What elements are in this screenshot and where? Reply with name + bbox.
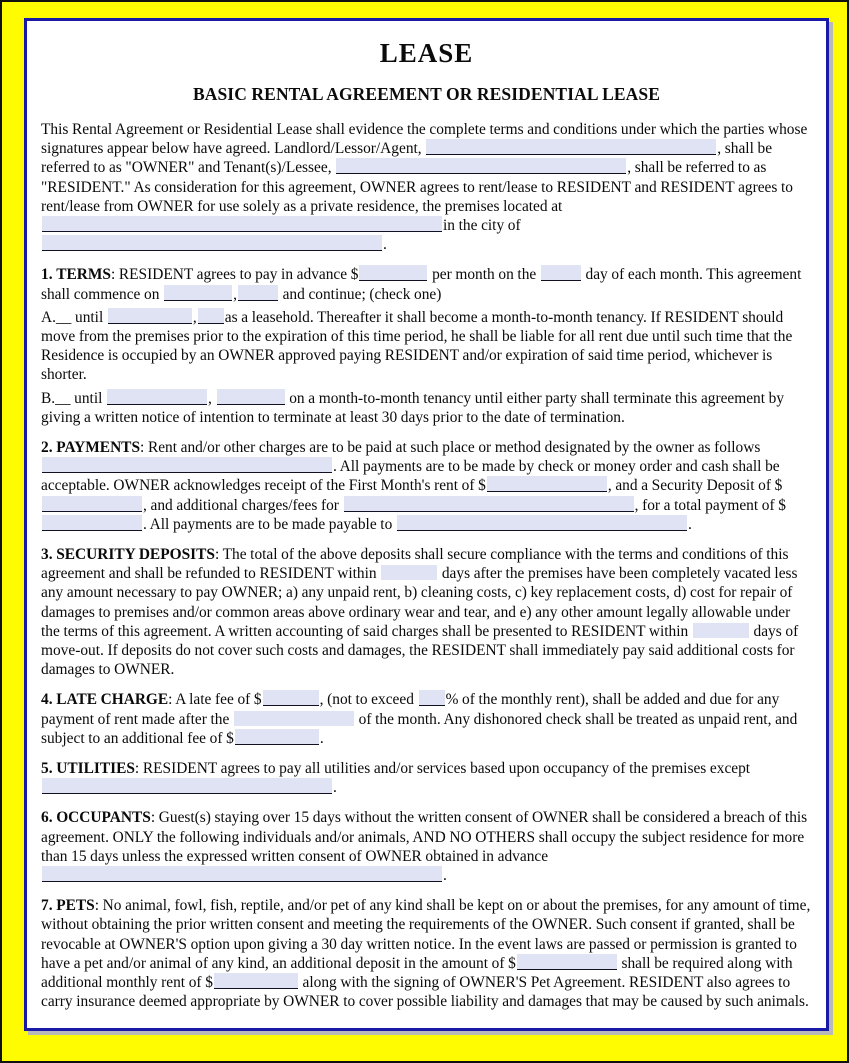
- section-4-text-1: : A late fee of $: [168, 691, 262, 709]
- dishonored-check-fee-field[interactable]: [235, 729, 319, 745]
- section-7-text-3: along with the signing of OWNER'S Pet Agreement. RESIDENT also agrees to carry insurance deemed appropriate by OWNER to cover possible liability and damages that may be caused by such animals.: [41, 974, 809, 1011]
- first-month-rent-field[interactable]: [487, 476, 607, 492]
- section-5-text-1: : RESIDENT agrees to pay all utilities and/or services based upon occupancy of the premises except: [134, 760, 751, 778]
- section-2-text-1: : Rent and/or other charges are to be paid at such place or method designated by the owner as follows: [140, 438, 761, 456]
- accounting-days-field[interactable]: [693, 623, 749, 638]
- section-7-number: 7.: [41, 897, 53, 915]
- section-late-charge: [41, 690, 812, 748]
- section-security-deposits: [41, 545, 812, 679]
- section-6-text-2: .: [443, 867, 447, 885]
- section-2-text-5: , for a total payment of $: [634, 496, 786, 514]
- section-7-text-2: shall be required along with additional monthly rent of $: [41, 954, 793, 992]
- section-3-text-3: days of move-out. If deposits do not cover such costs and damages, the RESIDENT shall immediately pay said additional costs for damages to OWNER.: [41, 622, 799, 679]
- intro-text-1: This Rental Agreement or Residential Lease shall evidence the complete terms and conditions under which the parties whose signatures appear below have agreed. Landlord/Lessor/Agent,: [41, 120, 808, 158]
- page-title: LEASE: [379, 38, 474, 68]
- section-2-text-7: .: [687, 515, 692, 533]
- section-pets: [41, 896, 812, 1011]
- section-payments: [41, 438, 812, 534]
- section-4-text-2: , (not to exceed: [319, 691, 414, 709]
- section-occupants: [41, 808, 812, 885]
- security-deposit-amount-field[interactable]: [42, 496, 142, 512]
- lease-document-body: [27, 21, 826, 1028]
- tenant-name-field[interactable]: [336, 158, 626, 174]
- section-1-text-7: ,: [192, 308, 197, 326]
- section-1-number: 1.: [41, 266, 53, 284]
- pet-deposit-amount-field[interactable]: [517, 954, 617, 970]
- section-2-heading: PAYMENTS: [56, 438, 141, 456]
- section-5-heading: UTILITIES: [56, 760, 135, 778]
- section-3-heading: SECURITY DEPOSITS: [56, 546, 215, 563]
- option-a-label: A.__ until: [41, 308, 104, 326]
- section-1-text-5: and continue; (check one): [282, 285, 442, 303]
- section-4-text-4: of the month. Any dishonored check shall be treated as unpaid rent, and subject to an additional fee of $: [41, 710, 798, 747]
- premises-city-field[interactable]: [42, 235, 382, 251]
- section-1-text-4: ,: [233, 285, 237, 303]
- payable-to-field[interactable]: [397, 515, 687, 531]
- option-b-text: on a month-to-month tenancy until either party shall terminate this agreement by giving a written notice of intention to terminate at least 30 days prior to the date of termination.: [41, 389, 785, 426]
- intro-text-2: , shall be referred to as "OWNER" and Tenant(s)/Lessee,: [41, 140, 773, 177]
- section-terms-option-a: [41, 308, 812, 385]
- late-fee-percent-field[interactable]: [419, 690, 445, 706]
- section-1-text-2: per month on the: [432, 266, 537, 284]
- section-4-text-3: % of the monthly rent), shall be added and due for any payment of rent made after the: [41, 691, 780, 728]
- section-6-text-1: : Guest(s) staying over 15 days without the written consent of OWNER shall be considered a breach of this agreement. ONLY the following individuals and/or animals, AND NO OTHERS shall occupy the subject residence for more than 15 days unless the expressed written consent of OWNER obtained in advance: [41, 809, 808, 865]
- section-5-number: 5.: [41, 760, 53, 778]
- intro-text-4: in the city of: [443, 216, 521, 234]
- section-7-heading: PETS: [56, 897, 95, 915]
- section-3-text-1: : The total of the above deposits shall secure compliance with the terms and conditions of this agreement and shall be refunded to RESIDENT within: [41, 546, 789, 583]
- section-4-heading: LATE CHARGE: [56, 691, 169, 709]
- pet-monthly-rent-field[interactable]: [214, 973, 298, 989]
- section-6-heading: OCCUPANTS: [56, 809, 151, 827]
- month-to-month-start-field[interactable]: [107, 389, 207, 405]
- section-3-number: 3.: [41, 546, 53, 563]
- section-7-text-1: : No animal, fowl, fish, reptile, and/or pet of any kind shall be kept on or about the premises, for any amount of time, without obtaining the prior written consent and meeting the requirements of the OWNER. Such consent if granted, shall be revocable at OWNER'S option upon giving a 30 day written notice. In the event laws are passed or permission is granted to have a pet and/or animal of any kind, an additional deposit in the amount of $: [41, 897, 811, 972]
- section-4-number: 4.: [41, 691, 53, 709]
- payment-place-field[interactable]: [42, 457, 332, 473]
- total-payment-field[interactable]: [42, 515, 142, 531]
- late-fee-amount-field[interactable]: [263, 690, 319, 706]
- leasehold-end-date-field[interactable]: [108, 308, 192, 324]
- section-6-number: 6.: [41, 809, 53, 827]
- commence-year-field[interactable]: [238, 285, 278, 301]
- occupants-list-field[interactable]: [42, 866, 442, 882]
- section-2-text-6: . All payments are to be made payable to: [143, 515, 393, 533]
- section-utilities: [41, 759, 812, 797]
- section-2-text-4: , and additional charges/fees for: [143, 496, 339, 514]
- option-b-label: B.__ until: [41, 389, 103, 407]
- section-2-text-2: . All payments are to be made by check or money order and cash shall be acceptable. OWNER acknowledges receipt of the First Month's rent of $: [41, 458, 780, 495]
- section-terms: [41, 265, 812, 303]
- section-1-heading: TERMS: [56, 266, 111, 284]
- section-4-text-5: .: [319, 729, 324, 747]
- month-to-month-year-field[interactable]: [217, 389, 285, 405]
- section-terms-option-b: [41, 389, 812, 427]
- refund-days-field[interactable]: [381, 565, 437, 580]
- page-subtitle: BASIC RENTAL AGREEMENT OR RESIDENTIAL LEASE: [192, 83, 661, 104]
- section-1-text-3: day of each month. This agreement shall commence on: [41, 266, 802, 303]
- section-1-text-1: : RESIDENT agrees to pay in advance $: [110, 266, 359, 284]
- premises-address-field[interactable]: [42, 216, 442, 232]
- leasehold-end-year-field[interactable]: [198, 308, 224, 324]
- intro-text-5: .: [383, 236, 387, 254]
- section-3-text-2: days after the premises have been completely vacated less any amount necessary to pay OWNER; a) any unpaid rent, b) cleaning costs, c) key replacement costs, d) cost for repair of damages to premises and/or common areas above ordinary wear and tear, and e) any other amount legally allowable under the terms of this agreement. A written accounting of said charges shall be presented to RESIDENT within: [41, 565, 798, 640]
- utilities-exception-field[interactable]: [42, 778, 332, 794]
- section-1-text-10: ,: [208, 389, 212, 407]
- additional-charges-field[interactable]: [344, 496, 634, 512]
- landlord-name-field[interactable]: [426, 139, 716, 155]
- commence-date-field[interactable]: [164, 285, 232, 301]
- intro-text-3: , shall be referred to as "RESIDENT." As consideration for this agreement, OWNER agrees to rent/lease to RESIDENT and RESIDENT agrees to rent/lease from OWNER for use solely as a private residence, the premises located at: [41, 159, 793, 215]
- intro-paragraph: [41, 120, 812, 254]
- rent-due-day-field[interactable]: [541, 265, 581, 281]
- monthly-rent-amount-field[interactable]: [359, 265, 427, 281]
- section-2-text-3: , and a Security Deposit of $: [607, 477, 783, 495]
- section-5-text-2: .: [333, 779, 337, 797]
- late-after-day-field[interactable]: [234, 711, 354, 726]
- section-2-number: 2.: [41, 438, 53, 456]
- option-a-text: as a leasehold. Thereafter it shall become a month-to-month tenancy. If RESIDENT should move from the premises prior to the expiration of this time period, he shall be liable for all rent due until such time that the Residence is occupied by an OWNER approved paying RESIDENT and/or expiration of said time period, whichever is shorter.: [41, 308, 793, 384]
- blue-border-frame: [24, 18, 829, 1031]
